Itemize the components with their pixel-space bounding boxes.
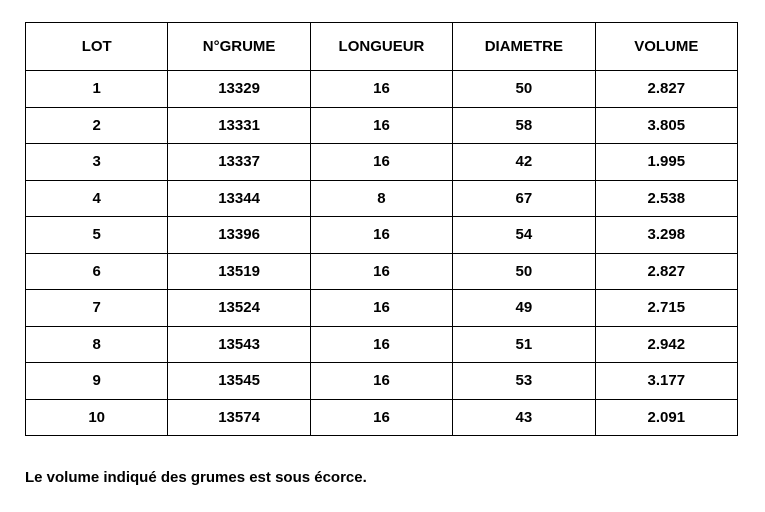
cell-volume: 2.827 [595, 71, 737, 108]
cell-diameter: 49 [453, 290, 595, 327]
cell-log-number: 13574 [168, 399, 310, 436]
cell-length: 16 [310, 399, 452, 436]
table-row [26, 180, 738, 217]
table-row [26, 144, 738, 181]
cell-lot: 1 [26, 71, 168, 108]
cell-length: 16 [310, 217, 452, 254]
table-row [26, 290, 738, 327]
table-row [26, 399, 738, 436]
cell-length: 16 [310, 107, 452, 144]
cell-length: 8 [310, 180, 452, 217]
cell-diameter: 50 [453, 253, 595, 290]
cell-diameter: 42 [453, 144, 595, 181]
cell-lot: 7 [26, 290, 168, 327]
cell-length: 16 [310, 326, 452, 363]
cell-volume: 3.177 [595, 363, 737, 400]
table-body [26, 71, 738, 436]
cell-volume: 2.942 [595, 326, 737, 363]
header-row [26, 23, 738, 71]
cell-lot: 3 [26, 144, 168, 181]
table-header [26, 23, 738, 71]
cell-log-number: 13396 [168, 217, 310, 254]
cell-log-number: 13545 [168, 363, 310, 400]
cell-lot: 9 [26, 363, 168, 400]
cell-lot: 10 [26, 399, 168, 436]
cell-length: 16 [310, 363, 452, 400]
cell-length: 16 [310, 71, 452, 108]
cell-volume: 2.091 [595, 399, 737, 436]
cell-log-number: 13337 [168, 144, 310, 181]
header-volume: VOLUME [595, 23, 737, 71]
document-sheet [25, 22, 738, 436]
table-row [26, 217, 738, 254]
cell-log-number: 13543 [168, 326, 310, 363]
cell-diameter: 58 [453, 107, 595, 144]
cell-volume: 2.827 [595, 253, 737, 290]
cell-diameter: 54 [453, 217, 595, 254]
cell-length: 16 [310, 290, 452, 327]
cell-log-number: 13331 [168, 107, 310, 144]
cell-volume: 2.715 [595, 290, 737, 327]
header-length: LONGUEUR [310, 23, 452, 71]
cell-diameter: 67 [453, 180, 595, 217]
table-row [26, 363, 738, 400]
cell-lot: 4 [26, 180, 168, 217]
cell-volume: 1.995 [595, 144, 737, 181]
cell-diameter: 51 [453, 326, 595, 363]
logs-table [25, 22, 738, 436]
table-row [26, 71, 738, 108]
cell-log-number: 13344 [168, 180, 310, 217]
header-lot: LOT [26, 23, 168, 71]
cell-diameter: 43 [453, 399, 595, 436]
table-row [26, 253, 738, 290]
bark-volume-note: Le volume indiqué des grumes est sous écorce. [25, 469, 367, 486]
cell-lot: 5 [26, 217, 168, 254]
cell-log-number: 13329 [168, 71, 310, 108]
table-row [26, 326, 738, 363]
header-log-number: N°GRUME [168, 23, 310, 71]
cell-lot: 8 [26, 326, 168, 363]
cell-lot: 2 [26, 107, 168, 144]
cell-lot: 6 [26, 253, 168, 290]
table-row [26, 107, 738, 144]
cell-volume: 3.298 [595, 217, 737, 254]
cell-volume: 2.538 [595, 180, 737, 217]
cell-volume: 3.805 [595, 107, 737, 144]
cell-diameter: 50 [453, 71, 595, 108]
cell-length: 16 [310, 144, 452, 181]
cell-log-number: 13519 [168, 253, 310, 290]
cell-diameter: 53 [453, 363, 595, 400]
header-diameter: DIAMETRE [453, 23, 595, 71]
cell-log-number: 13524 [168, 290, 310, 327]
cell-length: 16 [310, 253, 452, 290]
